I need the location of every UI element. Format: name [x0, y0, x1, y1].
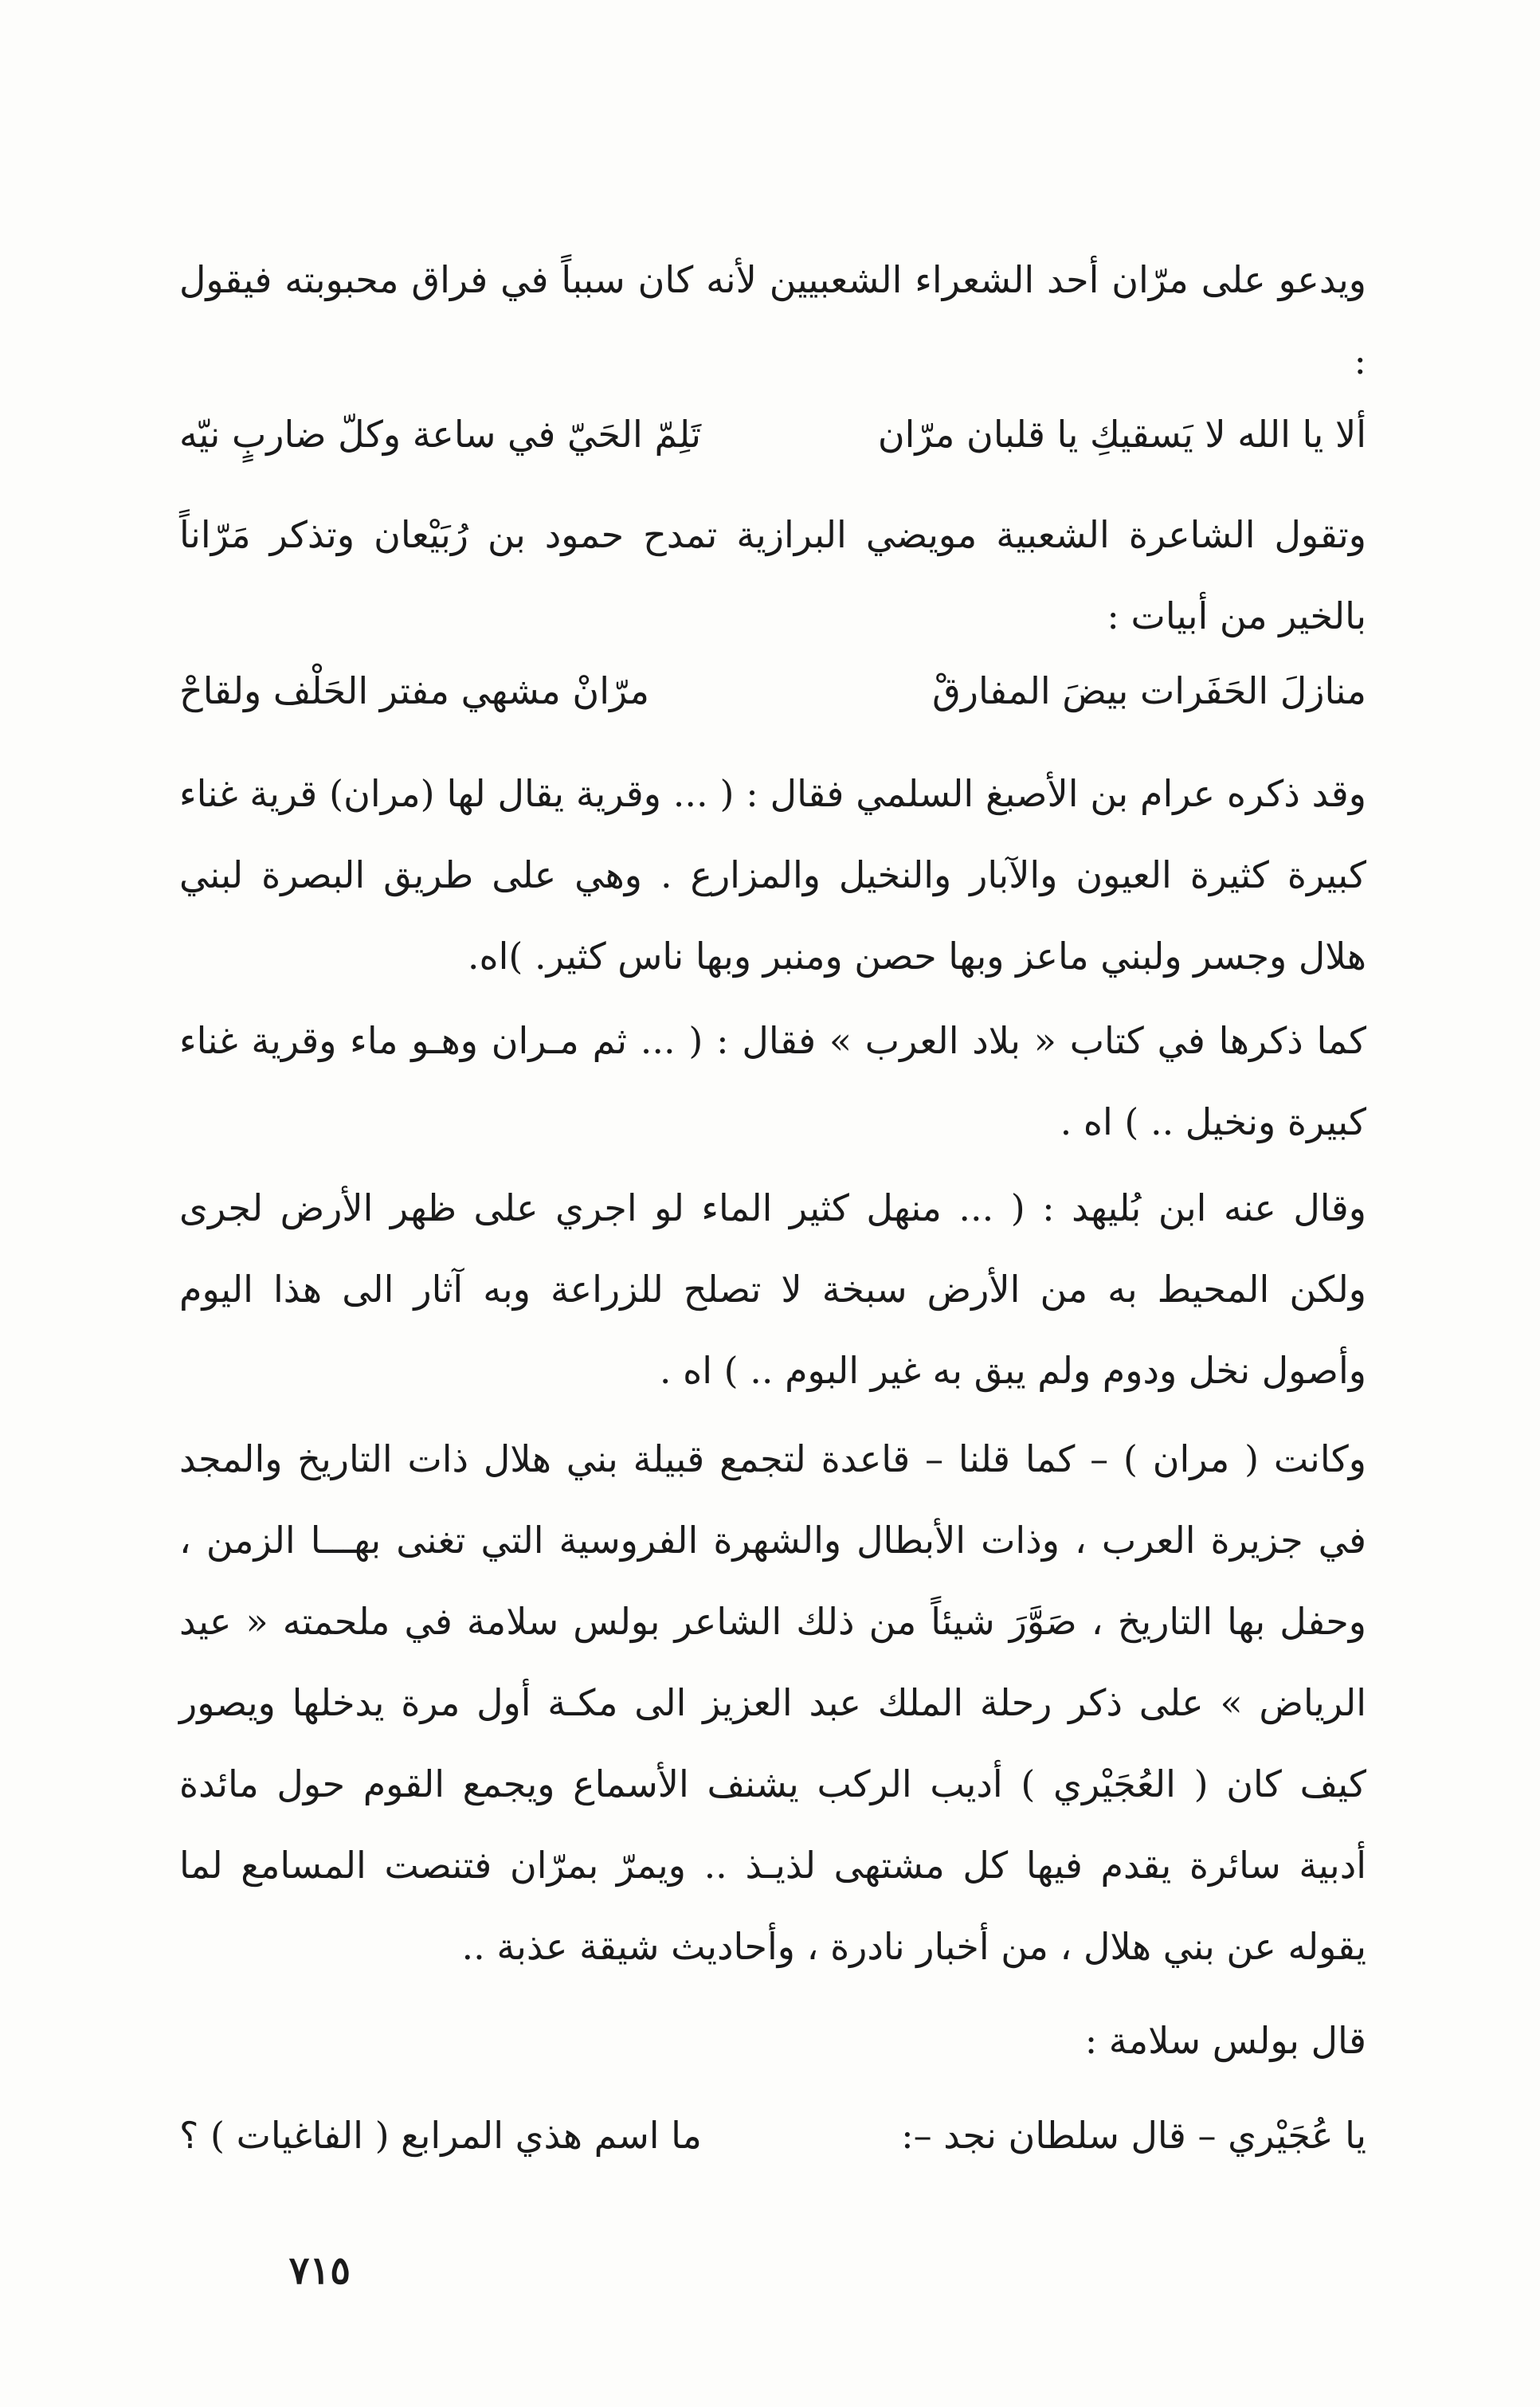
paragraph-5: وقال عنه ابن بُليهد : ( ... منهل كثير الماء لو اجري على ظهر الأرض لجرى ولكن المحيط به من الأرض سبخة لا تصلح للزراعة وبه آثار الى هذا اليوم وأصول نخل ودوم ولم يبق به غير البوم .. ) اه . — [179, 1186, 1366, 1392]
verse-2-first-hemistich: منازلَ الحَفَرات بيضَ المفارقْ — [932, 669, 1366, 712]
paragraph-2: وتقول الشاعرة الشعبية مويضي البرازية تمدح حمود بن رُبَيْعان وتذكر مَرّاناً بالخير من أبيات : — [179, 513, 1366, 637]
verse-3-first-hemistich: يا عُجَيْري – قال سلطان نجد –: — [901, 2114, 1366, 2157]
verse-1-first-hemistich: ألا يا الله لا يَسقيكِ يا قلبان مرّان — [877, 413, 1366, 456]
verse-1-second-hemistich: تَلِمّ الحَيّ في ساعة وكلّ ضاربٍ نيّه — [179, 413, 702, 456]
page-number: ٧١٥ — [288, 2248, 351, 2293]
verse-1 — [179, 398, 1366, 470]
paragraph-1: ويدعو على مرّان أحد الشعراء الشعبيين لأنه كان سبباً في فراق محبوبته فيقول : — [179, 258, 1366, 382]
verse-2-second-hemistich: مرّانْ مشهي مفتر الحَلْف ولقاحْ — [179, 669, 650, 712]
paragraph-6: وكانت ( مران ) – كما قلنا – قاعدة لتجمع قبيلة بني هلال ذات التاريخ والمجد في جزيرة العرب ، وذات الأبطال والشهرة الفروسية التي تغنى بهـــا الزمن ، وحفل بها التاريخ ، صَوَّرَ شيئاً من ذلك الشاعر بولس سلامة في ملحمته « عيد الرياض » على ذكر رحلة الملك عبد العزيز الى مكـة أول مرة يدخلها ويصور كيف كان ( العُجَيْري ) أديب الركب يشنف الأسماع ويجمع القوم حول مائدة أدبية سائرة يقدم فيها كل مشتهى لذيـذ .. ويمرّ بمرّان فتنصت المسامع لما يقوله عن بني هلال ، من أخبار نادرة ، وأحاديث شيقة عذبة .. — [179, 1437, 1366, 1968]
verse-3 — [179, 2099, 1366, 2171]
paragraph-3: وقد ذكره عرام بن الأصبغ السلمي فقال : ( ... وقرية يقال لها (مران) قرية غناء كبيرة كثيرة العيون والآبار والنخيل والمزارع . وهي على طريق البصرة لبني هلال وجسر ولبني ماعز وبها حصن ومنبر وبها ناس كثير. )اه. — [179, 772, 1366, 978]
verse-3-second-hemistich: ما اسم هذي المرابع ( الفاغيات ) ؟ — [179, 2114, 702, 2157]
verse-2 — [179, 655, 1366, 727]
paragraph-4: كما ذكرها في كتاب « بلاد العرب » فقال : ( ... ثم مـران وهـو ماء وقرية غناء كبيرة ونخيل .. ) اه . — [179, 1019, 1366, 1143]
paragraph-7: قال بولس سلامة : — [1084, 2019, 1366, 2062]
